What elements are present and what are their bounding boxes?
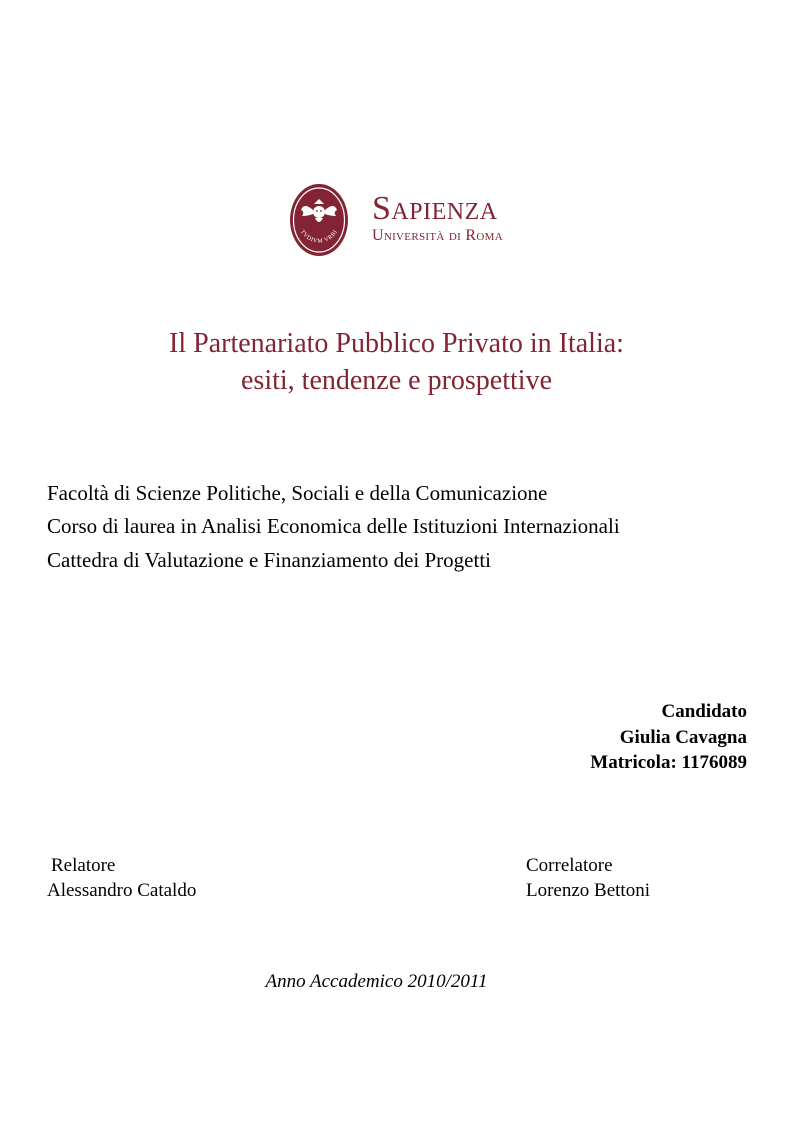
correlatore-label: Correlatore (526, 855, 613, 876)
thesis-title-line2: esiti, tendenze e prospettive (241, 365, 552, 396)
university-logo (288, 182, 538, 258)
candidate-label: Candidato (661, 701, 747, 722)
course-name: Corso di laurea in Analisi Economica delle Istituzioni Internazionali (47, 514, 620, 538)
logo-name: Sapienza (372, 190, 498, 227)
candidate-name: Giulia Cavagna (619, 727, 747, 748)
seal-text: TVDIVM VRBI (298, 229, 340, 245)
academic-year: Anno Accademico 2010/2011 (265, 971, 488, 992)
thesis-title-line1: Il Partenariato Pubblico Privato in Italia: (169, 328, 624, 359)
candidate-matricola: Matricola: 1176089 (590, 752, 747, 773)
relatore-label: Relatore (51, 855, 116, 876)
relatore-name: Alessandro Cataldo (47, 880, 197, 901)
faculty-name: Facoltà di Scienze Politiche, Sociali e della Comunicazione (47, 481, 548, 505)
university-seal-icon (288, 182, 350, 258)
correlatore-name: Lorenzo Bettoni (526, 880, 650, 901)
chair-name: Cattedra di Valutazione e Finanziamento dei Progetti (47, 548, 491, 572)
logo-subtitle: Università di Roma (372, 227, 503, 244)
